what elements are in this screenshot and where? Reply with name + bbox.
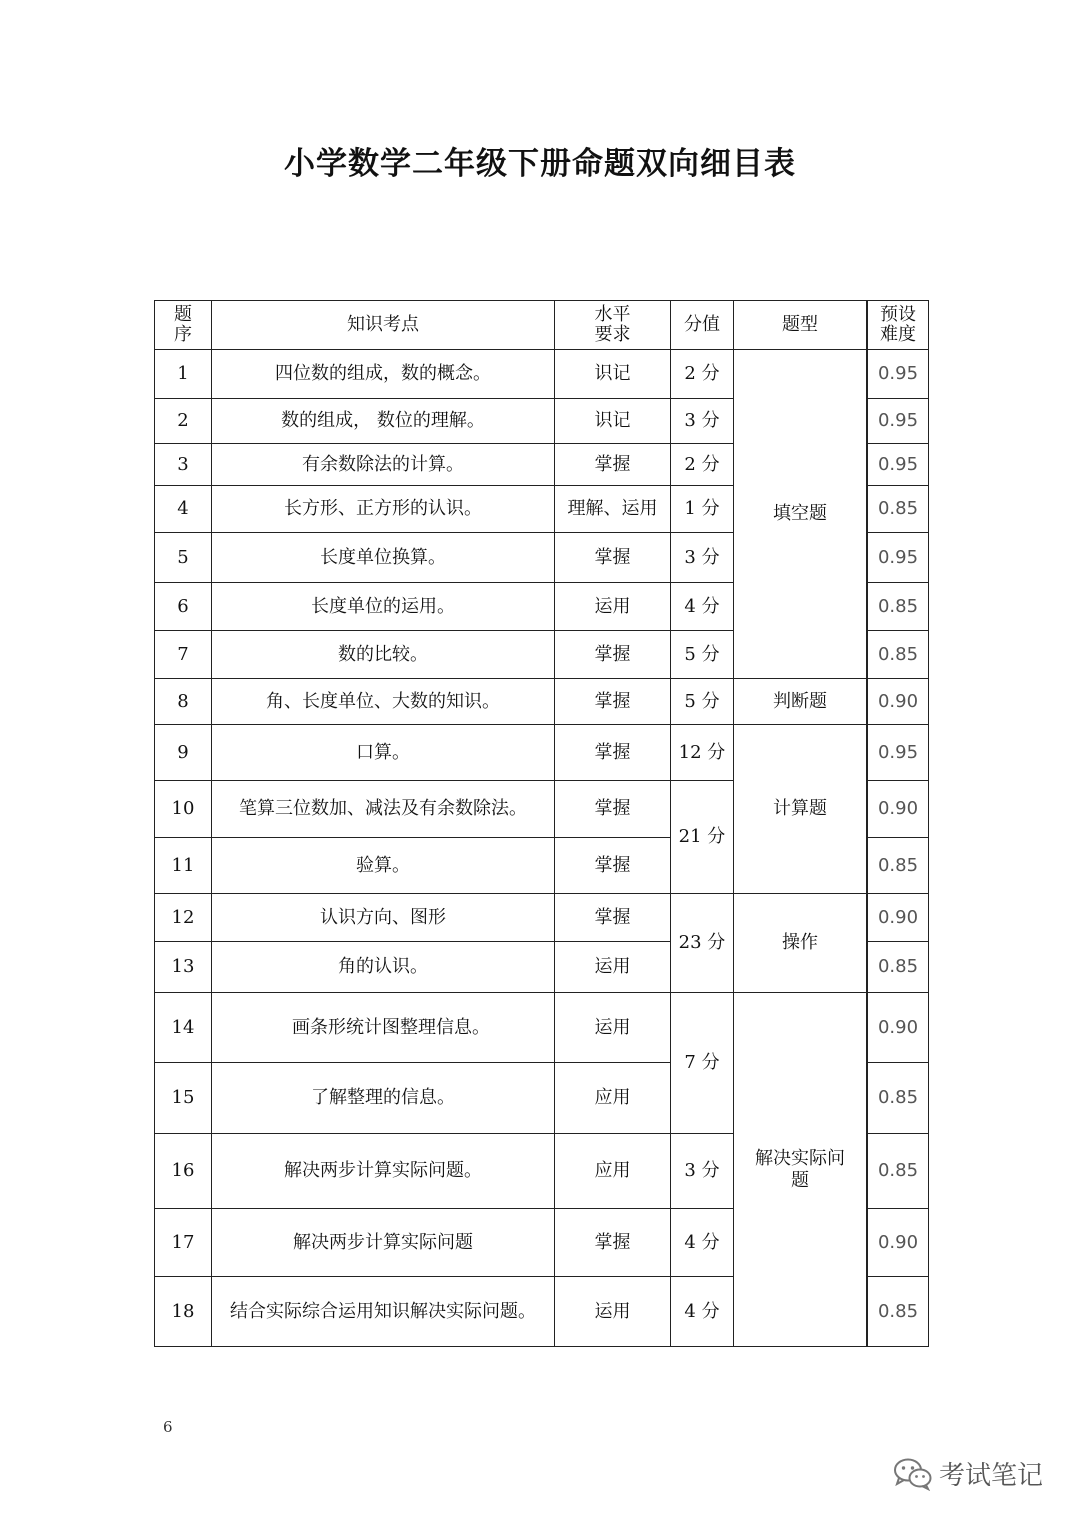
row-difficulty: 0.90: [868, 993, 929, 1063]
row-score: 4 分: [671, 583, 734, 631]
row-difficulty: 0.85: [868, 838, 929, 894]
row-no: 14: [155, 993, 212, 1063]
row-point: 结合实际综合运用知识解决实际问题。: [212, 1277, 555, 1347]
type-judge: 判断题: [734, 679, 867, 725]
row-level: 掌握: [555, 725, 671, 781]
page-number: 6: [163, 1418, 173, 1436]
row-no: 3: [155, 444, 212, 486]
header-difficulty: 预设难度: [868, 301, 929, 350]
spec-table: [154, 300, 929, 1347]
row-no: 1: [155, 350, 212, 399]
row-difficulty: 0.95: [868, 725, 929, 781]
row-score: 4 分: [671, 1209, 734, 1277]
row-point: 画条形统计图整理信息。: [212, 993, 555, 1063]
row-point: 有余数除法的计算。: [212, 444, 555, 486]
document-title: 小学数学二年级下册命题双向细目表: [284, 146, 796, 182]
row-score: 5 分: [671, 631, 734, 679]
row-difficulty: 0.95: [868, 444, 929, 486]
row-level: 应用: [555, 1134, 671, 1209]
row-no: 16: [155, 1134, 212, 1209]
row-level: 掌握: [555, 838, 671, 894]
row-no: 11: [155, 838, 212, 894]
row-point: 长度单位的运用。: [212, 583, 555, 631]
row-level: 掌握: [555, 444, 671, 486]
row-level: 运用: [555, 993, 671, 1063]
row-point: 长度单位换算。: [212, 533, 555, 583]
row-difficulty: 0.85: [868, 1134, 929, 1209]
row-point: 四位数的组成，数的概念。: [212, 350, 555, 399]
row-score: 3 分: [671, 1134, 734, 1209]
row-level: 识记: [555, 350, 671, 399]
header-level: 水平要求: [555, 301, 671, 350]
row-level: 识记: [555, 399, 671, 444]
row-difficulty: 0.85: [868, 631, 929, 679]
row-no: 15: [155, 1063, 212, 1134]
row-score: 3 分: [671, 533, 734, 583]
row-level: 掌握: [555, 631, 671, 679]
row-difficulty: 0.85: [868, 942, 929, 993]
row-point: 解决两步计算实际问题: [212, 1209, 555, 1277]
table-row: [155, 350, 929, 399]
row-score: 1 分: [671, 486, 734, 533]
row-point: 角、长度单位、大数的知识。: [212, 679, 555, 725]
row-level: 掌握: [555, 533, 671, 583]
row-point: 口算。: [212, 725, 555, 781]
table-row: [155, 993, 929, 1063]
type-solve: 解决实际问题: [734, 993, 867, 1347]
row-no: 17: [155, 1209, 212, 1277]
row-difficulty: 0.85: [868, 583, 929, 631]
table-row: [155, 894, 929, 942]
row-score: 21 分: [671, 781, 734, 894]
row-point: 数的组成， 数位的理解。: [212, 399, 555, 444]
header-point: 知识考点: [212, 301, 555, 350]
row-level: 运用: [555, 942, 671, 993]
row-score: 3 分: [671, 399, 734, 444]
row-no: 12: [155, 894, 212, 942]
row-difficulty: 0.95: [868, 399, 929, 444]
row-level: 理解、运用: [555, 486, 671, 533]
row-no: 4: [155, 486, 212, 533]
row-difficulty: 0.85: [868, 1277, 929, 1347]
row-point: 了解整理的信息。: [212, 1063, 555, 1134]
row-level: 应用: [555, 1063, 671, 1134]
row-difficulty: 0.95: [868, 533, 929, 583]
watermark: [893, 1455, 1043, 1492]
row-score: 7 分: [671, 993, 734, 1134]
row-difficulty: 0.90: [868, 894, 929, 942]
row-point: 长方形、正方形的认识。: [212, 486, 555, 533]
row-point: 认识方向、图形: [212, 894, 555, 942]
row-point: 数的比较。: [212, 631, 555, 679]
row-no: 13: [155, 942, 212, 993]
row-no: 8: [155, 679, 212, 725]
row-level: 掌握: [555, 679, 671, 725]
row-difficulty: 0.90: [868, 1209, 929, 1277]
row-score: 4 分: [671, 1277, 734, 1347]
table-header-row: [155, 301, 929, 350]
row-score: 5 分: [671, 679, 734, 725]
row-level: 运用: [555, 583, 671, 631]
row-difficulty: 0.95: [868, 350, 929, 399]
row-score: 2 分: [671, 444, 734, 486]
row-point: 角的认识。: [212, 942, 555, 993]
row-score: 23 分: [671, 894, 734, 993]
row-no: 10: [155, 781, 212, 838]
watermark-text: 考试笔记: [939, 1461, 1044, 1491]
row-score: 2 分: [671, 350, 734, 399]
header-score: 分值: [671, 301, 734, 350]
row-no: 7: [155, 631, 212, 679]
row-point: 解决两步计算实际问题。: [212, 1134, 555, 1209]
header-seq: 题序: [155, 301, 212, 350]
table-row: [155, 725, 929, 781]
row-level: 掌握: [555, 781, 671, 838]
wechat-icon: [893, 1457, 933, 1491]
type-fill: 填空题: [734, 350, 867, 679]
row-no: 9: [155, 725, 212, 781]
row-difficulty: 0.85: [868, 486, 929, 533]
row-level: 掌握: [555, 894, 671, 942]
header-type: 题型: [734, 301, 867, 350]
type-operate: 操作: [734, 894, 867, 993]
type-calc: 计算题: [734, 725, 867, 894]
row-difficulty: 0.90: [868, 679, 929, 725]
table-row: [155, 679, 929, 725]
row-no: 6: [155, 583, 212, 631]
row-no: 18: [155, 1277, 212, 1347]
row-point: 验算。: [212, 838, 555, 894]
row-level: 掌握: [555, 1209, 671, 1277]
row-difficulty: 0.85: [868, 1063, 929, 1134]
row-difficulty: 0.90: [868, 781, 929, 838]
row-no: 5: [155, 533, 212, 583]
row-score: 12 分: [671, 725, 734, 781]
row-point: 笔算三位数加、减法及有余数除法。: [212, 781, 555, 838]
row-level: 运用: [555, 1277, 671, 1347]
row-no: 2: [155, 399, 212, 444]
